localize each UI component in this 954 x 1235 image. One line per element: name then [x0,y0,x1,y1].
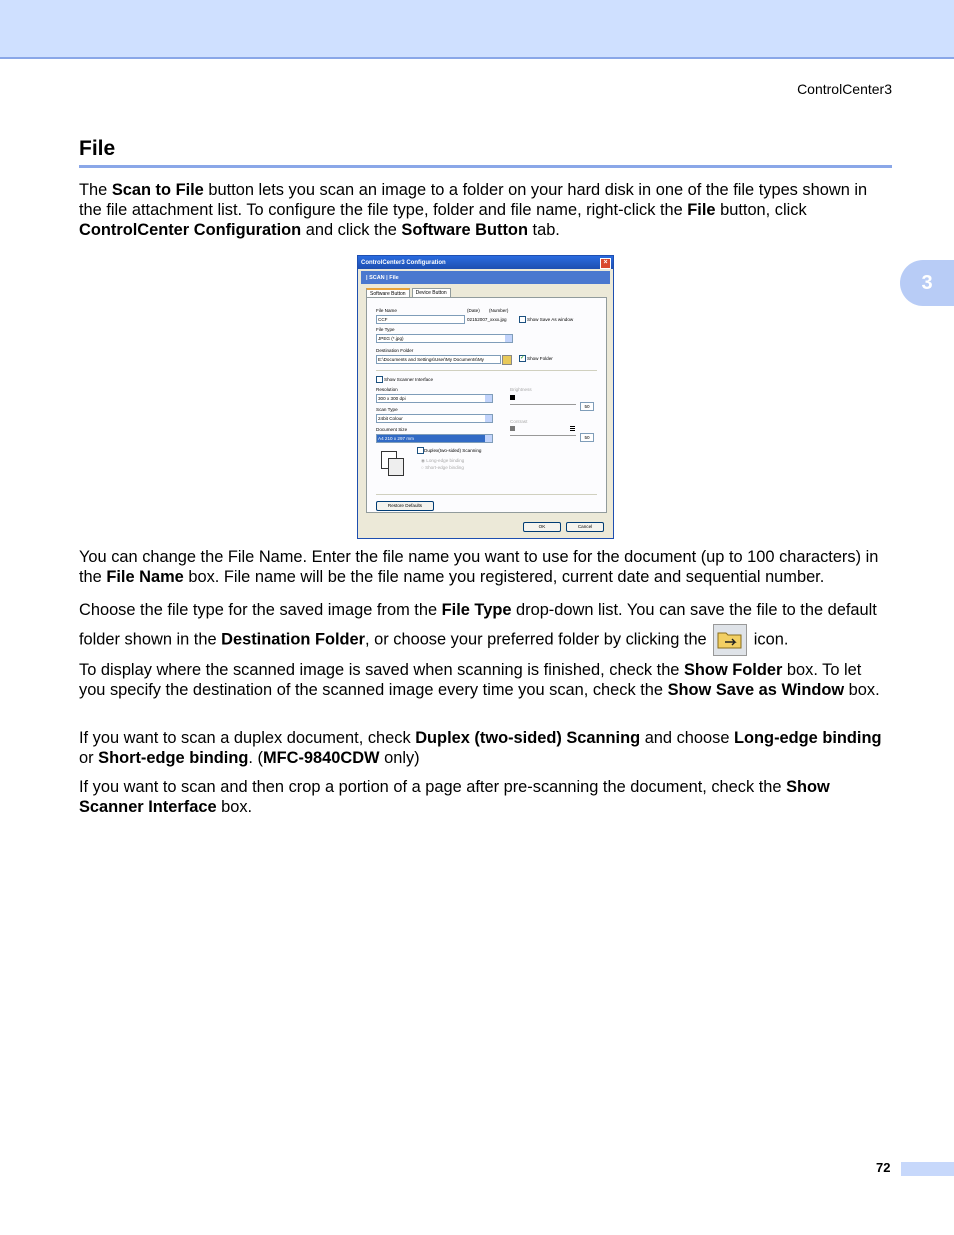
title-rule [79,165,892,168]
chevron-down-icon [485,435,492,442]
text-run: and click the [301,221,402,239]
bold-term: File Name [106,568,184,586]
document-size-value: A4 210 x 297 mm [378,436,415,441]
divider [376,370,597,371]
text-run: . ( [248,749,263,767]
text-run: box. [844,681,880,699]
icon-suffix-text: icon. [749,630,789,649]
top-banner [0,0,954,59]
bold-term: ControlCenter Configuration [79,221,302,239]
text-run: button lets you scan an image to a folder on your hard disk in one of the file types shown in the file attachment list. To configure the file type, folder and file name, right-click the [79,181,868,219]
file-name-input[interactable]: CCF [376,315,465,324]
brightness-dark-icon [510,395,515,400]
show-folder-checkbox[interactable]: ✓ [520,355,526,361]
chevron-down-icon [485,395,492,402]
cancel-button[interactable]: Cancel [566,522,604,532]
paragraph-file-type [79,596,892,656]
text-run: If you want to scan a duplex document, check [79,729,416,747]
scan-type-value: 24bit Colour [378,416,403,421]
text-run: Choose the file type for the saved image from the [79,601,442,619]
contrast-slider[interactable] [510,435,576,436]
duplex-page-back-icon [388,458,404,476]
divider [376,494,597,495]
file-type-value: JPEG (*.jpg) [378,336,404,341]
text-run: box. To let you specify the destination of the scanned image every time you scan, check the [79,661,862,699]
bold-term: Show Folder [683,661,783,679]
text-run: If you want to scan and then crop a portion of a page after pre-scanning the document, check the [79,778,787,796]
short-edge-label: Short-edge binding [425,465,464,470]
contrast-low-icon [510,426,515,431]
text-run: tab. [527,221,560,239]
text-run: You can change the File Name. Enter the file name you want to use for the document (up to 100 characters) in the [79,548,879,586]
show-folder-label: Show Folder [527,356,553,361]
destination-folder-input[interactable]: E:\Documents and Settings\User\My Documents\My [376,355,501,364]
document-size-label: Document Size [376,427,408,432]
text-run: box. [216,798,253,816]
text-run: drop-down list. You can save the file to the default folder shown in the [79,601,877,649]
brightness-value-box[interactable]: 50 [580,402,594,411]
config-dialog-screenshot [357,255,614,539]
bold-term: Show Save as Window [667,681,845,699]
paragraph-file-name [79,547,892,587]
bold-term: File [687,201,716,219]
bold-term: Short-edge binding [98,749,249,767]
close-icon[interactable]: × [600,258,611,269]
paragraph-intro [79,180,892,240]
bold-term: File Type [441,601,512,619]
contrast-value-box[interactable]: 50 [580,433,594,442]
bold-term: Duplex (two-sided) Scanning [415,729,641,747]
section-title: File [79,137,116,160]
show-scanner-interface-label: Show Scanner Interface [384,377,434,382]
paragraph-scanner-interface [79,777,892,817]
dialog-title: ControlCenter3 Configuration [361,259,446,266]
bold-term: Software Button [401,221,528,239]
show-scanner-interface-checkbox[interactable] [376,376,383,383]
date-label: (Date) [467,308,480,313]
text-run: To display where the scanned image is saved when scanning is finished, check the [79,661,684,679]
file-name-example: 02152007_xxxx.jpg [467,317,507,322]
ok-button[interactable]: OK [523,522,561,532]
bold-term: Show Scanner Interface [79,778,830,816]
bold-term: Long-edge binding [734,729,882,747]
paragraph-show-folder [79,660,892,700]
text-run: and choose [640,729,735,747]
text-run: , or choose your preferred folder by clicking the [365,630,712,649]
footer-bar [901,1162,954,1176]
dialog-breadcrumb: | SCAN | File [361,271,610,284]
text-run: box. File name will be the file name you registered, current date and sequential number. [183,568,825,586]
text-run: or [79,749,99,767]
resolution-select[interactable] [376,394,493,403]
chevron-down-icon [505,335,512,342]
bold-term: MFC-9840CDW [262,749,380,767]
number-label: (Number) [489,308,509,313]
brightness-label: Brightness [510,387,532,392]
text-run: button, click [715,201,807,219]
dialog-panel [366,297,607,513]
text-run: The [79,181,112,199]
destination-folder-label: Destination Folder [376,348,414,353]
bold-term: Scan to File [111,181,204,199]
paragraph-duplex [79,728,892,768]
show-save-as-label: Show Save As window [527,317,574,322]
long-edge-radio[interactable]: ◉ Long-edge binding [421,458,465,463]
brightness-slider[interactable] [510,404,576,405]
file-type-label: File Type [376,327,395,332]
duplex-label: Duplex(two-sided) Scanning [424,448,482,453]
long-edge-label: Long-edge binding [426,458,465,463]
scan-type-label: Scan Type [376,407,398,412]
tab-software-button[interactable]: Software Button [366,288,410,298]
tab-device-button[interactable]: Device Button [412,288,451,298]
chapter-tab: 3 [900,260,954,306]
short-edge-radio[interactable]: ○ Short-edge binding [421,465,464,470]
file-type-select[interactable] [376,334,513,343]
bold-term: Destination Folder [221,630,366,649]
dialog-title-bar [358,256,613,269]
resolution-label: Resolution [376,387,398,392]
page-number: 72 [876,1160,891,1175]
restore-defaults-button[interactable]: Restore Defaults [376,501,434,511]
resolution-value: 300 x 300 dpi [378,396,406,401]
chevron-down-icon [485,415,492,422]
scan-type-select[interactable] [376,414,493,423]
browse-folder-icon[interactable] [502,355,512,365]
duplex-checkbox[interactable] [417,447,424,454]
running-header: ControlCenter3 [797,81,892,97]
file-name-label: File Name [376,308,397,313]
show-save-as-checkbox[interactable] [519,316,526,323]
contrast-high-icon [570,426,575,431]
contrast-label: Contrast [510,419,528,424]
document-size-select[interactable] [376,434,493,443]
text-run: only) [379,749,420,767]
folder-icon [713,624,747,656]
